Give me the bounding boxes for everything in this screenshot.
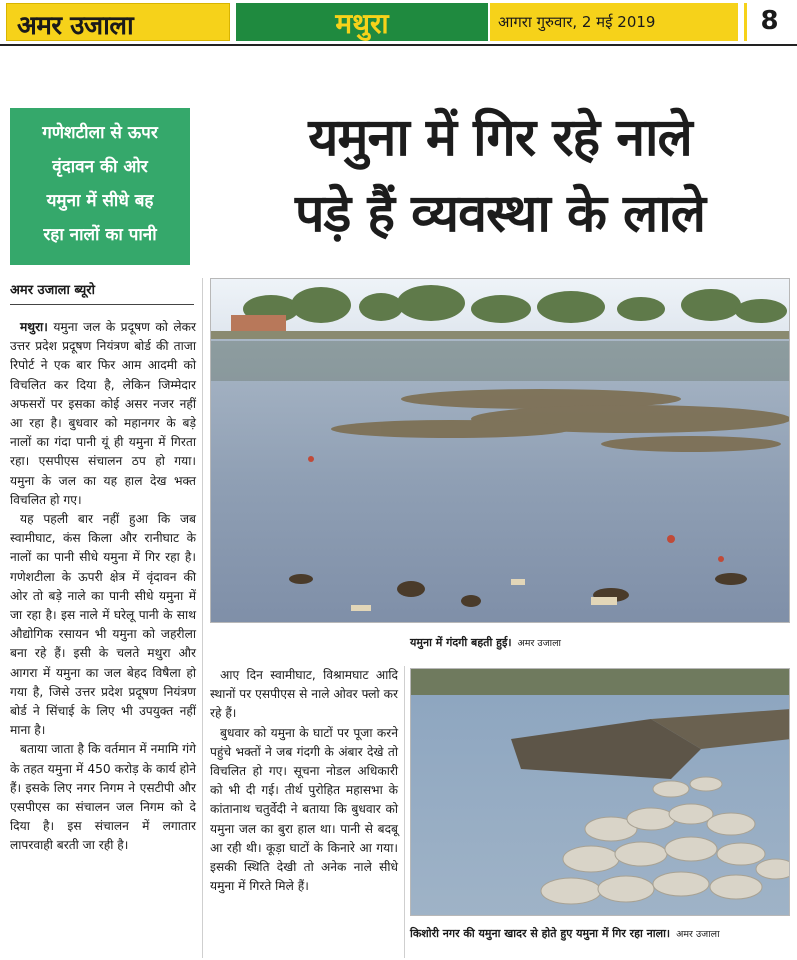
caption-text: यमुना में गंदगी बहती हुई। xyxy=(410,636,512,649)
kicker-line: गणेशटीला से ऊपर xyxy=(42,123,158,143)
column-divider xyxy=(404,666,405,958)
kicker-box xyxy=(10,108,190,265)
article-paragraph: बुधवार को यमुना के घाटों पर पूजा करने पहुंचे भक्तों ने जब गंदगी के अंबार देखे तो विचलित हो गए। सूचना नोडल अधिकारी को भी दी गई। तीर्थ पुरोहित महासभा के कांतानाथ चतुर्वेदी ने बताया कि बुधवार को यमुना जल का बुरा हाल था। पानी से बदबू आ रही थी। कूड़ा घाटों के किनारे आ गया। इसकी स्थिति देखी तो अनेक नाले सीधे यमुना में गिरते मिले हैं। xyxy=(210,725,398,894)
photo-caption xyxy=(410,635,790,650)
article-paragraph: बताया जाता है कि वर्तमान में नमामि गंगे के तहत यमुना में 450 करोड़ के कार्य होने हैं। इसके लिए नगर निगम ने एसटीपी और एसपीएस का संचालन जल निगम को दे दिया है। इस संचालन में लगातार लापरवाही बरती जा रही है। xyxy=(10,742,196,853)
page-number: 8 xyxy=(760,6,779,36)
photo-credit: अमर उजाला xyxy=(676,929,720,940)
dateline-text: आगरा गुरुवार, 2 मई 2019 xyxy=(498,13,656,31)
photo-drain-sandbags xyxy=(410,668,790,916)
city-name: मथुरा xyxy=(335,7,389,40)
paragraph-text: यमुना जल के प्रदूषण को लेकर उत्तर प्रदेश प्रदूषण नियंत्रण बोर्ड की ताजा रिपोर्ट ने एक बार फिर आम आदमी को विचलित कर दिया है, लेकिन जिम्मेदार अफसरों पर इसका कोई असर नजर नहीं आ रहा है। बुधवार को महानगर के बड़े नालों का गंदा पानी यूं ही यमुना में गिरता रहा। एसपीएस संचालन ठप हो गया। यमुना के जल का यह हाल देख भक्त विचलित हो गए। xyxy=(10,320,197,507)
photo-river-garbage xyxy=(210,278,790,623)
newspaper-logo xyxy=(6,3,230,41)
dateline-bar xyxy=(490,3,738,41)
headline-line-1: यमुना में गिर रहे नाले xyxy=(308,108,692,168)
masthead-rule xyxy=(0,44,797,46)
kicker-line: रहा नालों का पानी xyxy=(43,225,157,245)
masthead xyxy=(0,0,797,44)
kicker-line: यमुना में सीधे बह xyxy=(46,191,154,211)
article-paragraph xyxy=(10,318,196,510)
article-paragraph: यह पहली बार नहीं हुआ कि जब स्वामीघाट, कंस किला और रानीघाट के नालों का पानी सीधे यमुना में गिर रहा है। गणेशटीला के ऊपरी क्षेत्र में वृंदावन की ओर तो बड़े नाले का पानी सीधे यमुना में जा रहा है। इस नाले में घरेलू पानी के साथ औद्योगिक रसायन भी यमुना को जहरीला बना रहे हैं। इसी के चलते मथुरा और आगरा में यमुना का जल बेहद विषैला हो गया है, जिसे उत्तर प्रदेश प्रदूषण नियंत्रण बोर्ड ने सिंचाई के लिए भी उपयुक्त नहीं माना है। xyxy=(10,512,196,738)
kicker-line: वृंदावन की ओर xyxy=(52,157,148,177)
photo-credit: अमर उजाला xyxy=(517,638,562,649)
headline-line-2: पड़े हैं व्यवस्था के लाले xyxy=(294,184,706,244)
city-section-tab xyxy=(236,3,488,41)
article-paragraph: आए दिन स्वामीघाट, विश्रामघाट आदि स्थानों पर एसपीएस से नाले ओवर फ्लो कर रहे हैं। xyxy=(210,668,398,721)
article-dateline: मथुरा। xyxy=(20,320,48,334)
headline xyxy=(210,100,790,252)
column-divider xyxy=(202,278,203,958)
caption-text: किशोरी नगर की यमुना खादर से होते हुए यमुना में गिर रहा नाला। xyxy=(410,927,671,940)
article-column-2 xyxy=(210,666,398,896)
brand-name: अमर उजाला xyxy=(17,11,134,41)
photo-caption xyxy=(410,926,795,941)
article-column-1 xyxy=(10,318,196,856)
page-number-box xyxy=(744,3,792,41)
byline: अमर उजाला ब्यूरो xyxy=(10,280,194,305)
